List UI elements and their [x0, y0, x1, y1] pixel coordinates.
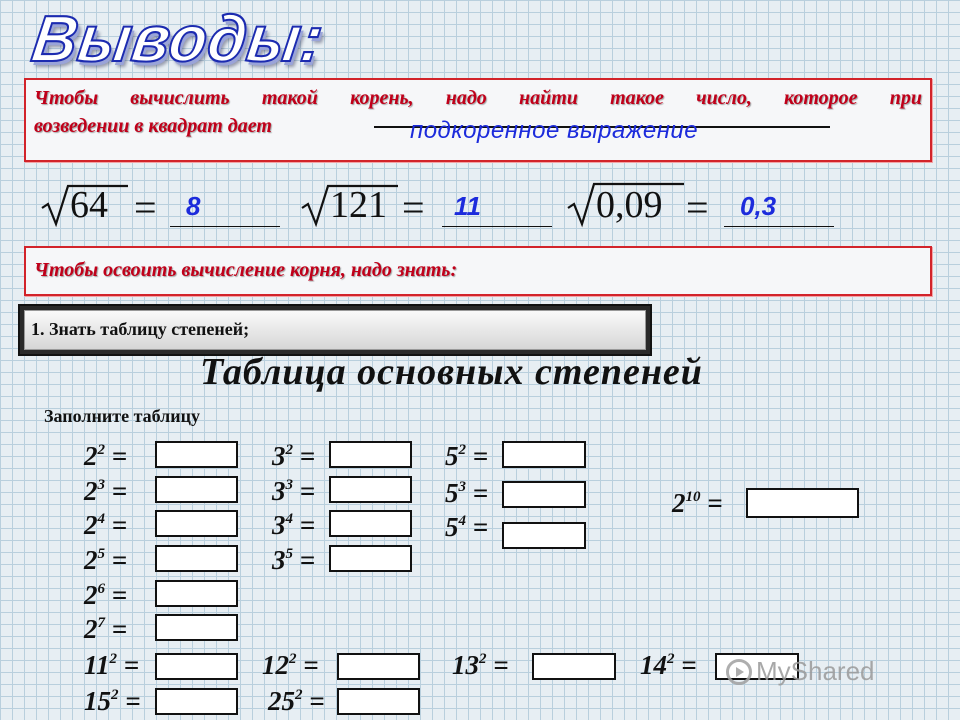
power-expression: $3^4$ =: [272, 510, 316, 540]
answer-box[interactable]: [532, 653, 616, 680]
power-expression: $2^6$ =: [84, 580, 128, 610]
power-expression: $14^2$ =: [640, 650, 697, 680]
radicand-2: 121: [330, 184, 387, 226]
power-expression: $5^3$ =: [445, 478, 489, 508]
answer-box[interactable]: [155, 580, 238, 607]
power-expression-2-10: $2^{10}$ =: [672, 488, 723, 518]
watermark: MyShared: [726, 656, 875, 687]
answer-box[interactable]: [329, 545, 412, 572]
root-answer-2: 11: [454, 191, 481, 221]
answer-box[interactable]: [155, 510, 238, 537]
power-expression: $5^2$ =: [445, 441, 489, 471]
point-1-box: [18, 304, 652, 356]
answer-box[interactable]: [329, 510, 412, 537]
answer-box[interactable]: [502, 522, 586, 549]
power-expression: $2^5$ =: [84, 545, 128, 575]
answer-box[interactable]: [155, 614, 238, 641]
conclusion-2-text: Чтобы освоить вычисление корня, надо знать:: [34, 259, 458, 281]
power-expression: $3^3$ =: [272, 476, 316, 506]
root-answer-3: 0,3: [740, 191, 777, 221]
conclusion-box-2: [24, 246, 932, 296]
conclusion-line-2: возведении в квадрат дает: [34, 115, 272, 137]
equals-1: =: [134, 185, 157, 230]
answer-box[interactable]: [337, 688, 420, 715]
answer-box[interactable]: [155, 476, 238, 503]
equals-3: =: [686, 185, 709, 230]
answer-box[interactable]: [746, 488, 859, 518]
power-expression: $2^2$ =: [84, 441, 128, 471]
power-expression: $2^3$ =: [84, 476, 128, 506]
answer-box[interactable]: [337, 653, 420, 680]
power-expression: $3^2$ =: [272, 441, 316, 471]
answer-box[interactable]: [155, 441, 238, 468]
radicand-1: 64: [70, 184, 108, 226]
answer-box[interactable]: [329, 441, 412, 468]
answer-underline-3: [724, 226, 834, 227]
answer-box[interactable]: [155, 688, 238, 715]
radicand-3: 0,09: [596, 184, 663, 226]
equals-2: =: [402, 185, 425, 230]
instruction-text: Заполните таблицу: [44, 406, 201, 426]
power-expression: $5^4$ =: [445, 512, 489, 542]
power-expression: $3^5$ =: [272, 545, 316, 575]
power-expression: $12^2$ =: [262, 650, 319, 680]
answer-box[interactable]: [329, 476, 412, 503]
answer-underline-1: [170, 226, 280, 227]
table-title: Таблица основных степеней: [200, 351, 703, 393]
root-answer-1: 8: [186, 191, 201, 221]
answer-phrase: подкоренное выражение: [410, 117, 699, 144]
play-logo-icon: [726, 659, 752, 685]
power-expression: $25^2$ =: [268, 686, 325, 716]
power-expression: $15^2$ =: [84, 686, 141, 716]
conclusion-line-1: Чтобы вычислить такой корень, надо найти такое число, которое при: [34, 87, 922, 109]
power-expression: $2^4$ =: [84, 510, 128, 540]
answer-box[interactable]: [502, 441, 586, 468]
answer-box[interactable]: [502, 481, 586, 508]
slide-title: Выводы:: [27, 3, 329, 76]
answer-box[interactable]: [155, 545, 238, 572]
answer-box[interactable]: [155, 653, 238, 680]
power-expression: $2^7$ =: [84, 614, 128, 644]
point-1-text: 1. Знать таблицу степеней;: [31, 319, 250, 339]
power-expression: $11^2$ =: [84, 650, 140, 680]
answer-underline-2: [442, 226, 552, 227]
power-expression: $13^2$ =: [452, 650, 509, 680]
